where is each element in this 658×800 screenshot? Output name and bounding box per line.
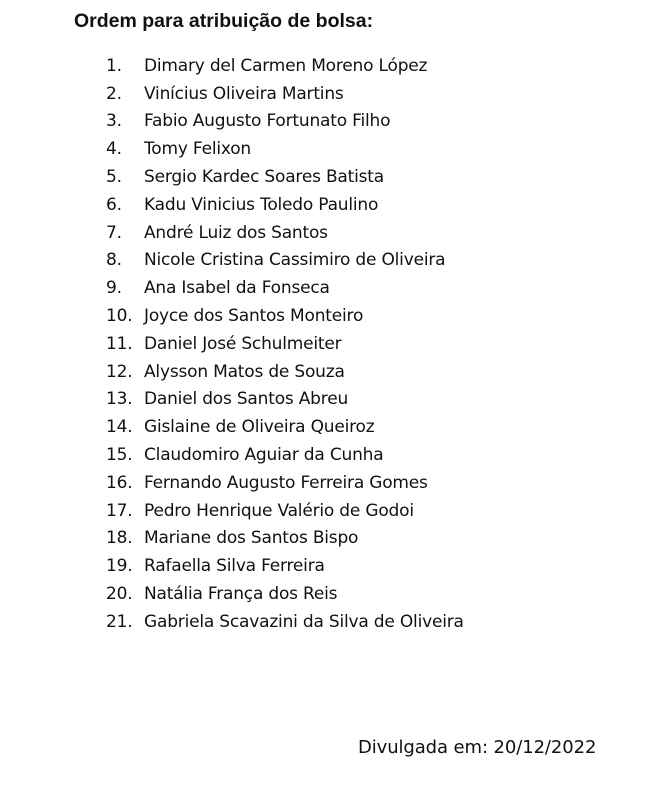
item-name: Gislaine de Oliveira Queiroz <box>144 417 375 438</box>
item-number: 4. <box>106 139 122 160</box>
item-name: Pedro Henrique Valério de Godoi <box>144 500 414 521</box>
item-number: 8. <box>106 250 122 271</box>
item-name: Mariane dos Santos Bispo <box>144 528 359 549</box>
item-number: 15. <box>106 445 133 466</box>
item-name: Gabriela Scavazini da Silva de Oliveira <box>144 611 464 632</box>
item-number: 9. <box>106 278 122 299</box>
item-number: 10. <box>106 306 133 327</box>
list-item <box>106 497 464 525</box>
item-name: Dimary del Carmen Moreno López <box>144 55 428 76</box>
item-number: 12. <box>106 361 133 382</box>
item-name: Daniel dos Santos Abreu <box>144 389 349 410</box>
list-item <box>106 580 464 608</box>
item-name: Daniel José Schulmeiter <box>144 333 342 354</box>
document-title: Ordem para atribuição de bolsa: <box>74 10 374 32</box>
item-number: 1. <box>106 55 122 76</box>
item-number: 16. <box>106 472 133 493</box>
list-item <box>106 108 464 136</box>
list-item <box>106 608 464 636</box>
item-number: 11. <box>106 333 133 354</box>
list-item <box>106 80 464 108</box>
scholarship-ranking-list <box>106 52 464 636</box>
item-name: Fabio Augusto Fortunato Filho <box>144 111 391 132</box>
item-name: Alysson Matos de Souza <box>144 361 345 382</box>
item-name: Fernando Augusto Ferreira Gomes <box>144 472 428 493</box>
list-item <box>106 441 464 469</box>
list-item <box>106 525 464 553</box>
item-number: 19. <box>106 556 133 577</box>
list-item <box>106 247 464 275</box>
item-number: 5. <box>106 167 122 188</box>
item-name: André Luiz dos Santos <box>144 222 328 243</box>
item-number: 18. <box>106 528 133 549</box>
list-item <box>106 386 464 414</box>
item-name: Ana Isabel da Fonseca <box>144 278 330 299</box>
list-item <box>106 191 464 219</box>
list-item <box>106 163 464 191</box>
list-item <box>106 219 464 247</box>
list-item <box>106 552 464 580</box>
list-item <box>106 274 464 302</box>
list-item <box>106 52 464 80</box>
list-item <box>106 358 464 386</box>
item-name: Vinícius Oliveira Martins <box>144 83 344 104</box>
item-name: Joyce dos Santos Monteiro <box>144 306 364 327</box>
item-name: Claudomiro Aguiar da Cunha <box>144 445 384 466</box>
item-number: 3. <box>106 111 122 132</box>
item-number: 21. <box>106 611 133 632</box>
list-item <box>106 469 464 497</box>
item-number: 20. <box>106 584 133 605</box>
item-number: 14. <box>106 417 133 438</box>
item-name: Sergio Kardec Soares Batista <box>144 167 384 188</box>
item-number: 13. <box>106 389 133 410</box>
item-name: Rafaella Silva Ferreira <box>144 556 325 577</box>
item-number: 7. <box>106 222 122 243</box>
item-number: 2. <box>106 83 122 104</box>
item-name: Kadu Vinicius Toledo Paulino <box>144 194 379 215</box>
item-name: Nicole Cristina Cassimiro de Oliveira <box>144 250 446 271</box>
list-item <box>106 330 464 358</box>
list-item <box>106 413 464 441</box>
item-name: Tomy Felixon <box>144 139 251 160</box>
item-number: 17. <box>106 500 133 521</box>
list-item <box>106 302 464 330</box>
item-name: Natália França dos Reis <box>144 584 338 605</box>
item-number: 6. <box>106 194 122 215</box>
list-item <box>106 135 464 163</box>
publication-date: Divulgada em: 20/12/2022 <box>358 737 597 758</box>
